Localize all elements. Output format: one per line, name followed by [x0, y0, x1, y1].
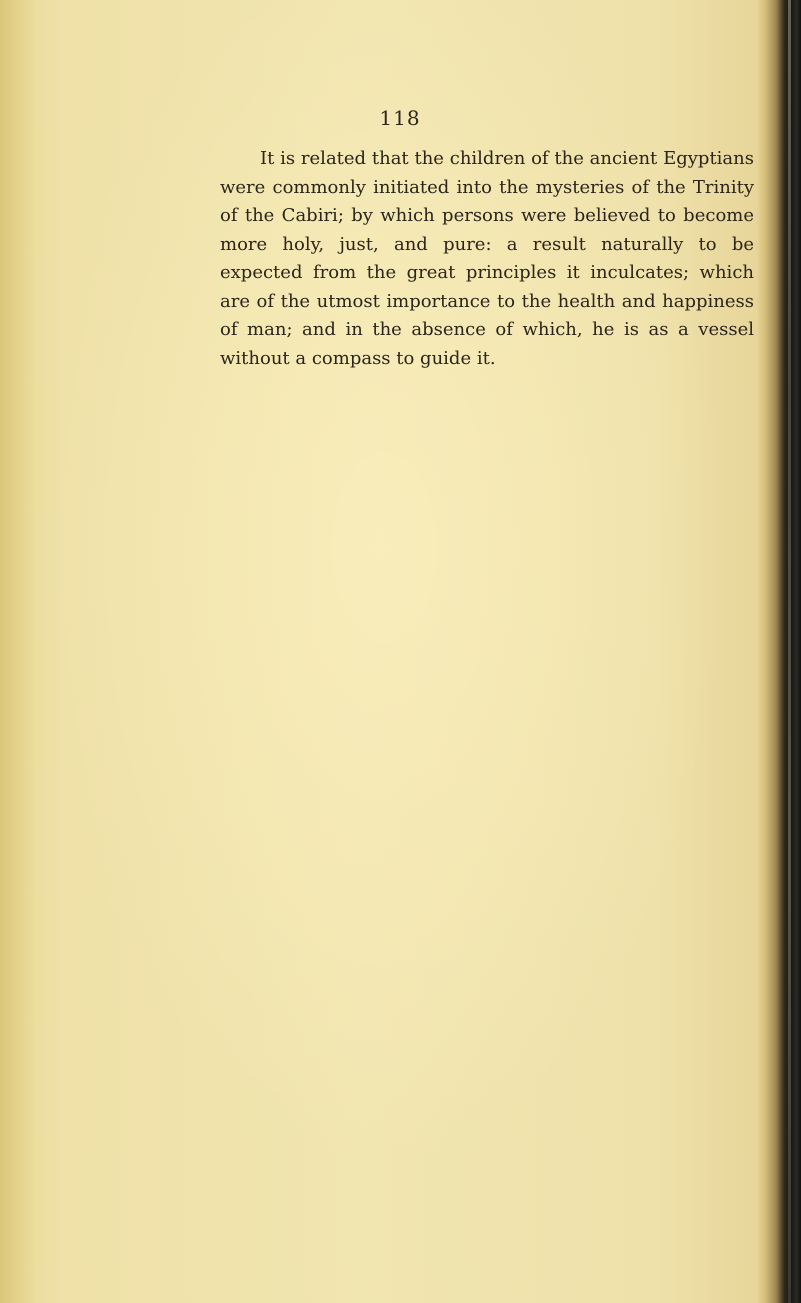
binding-edge — [788, 0, 791, 1303]
paragraph-content: It is related that the children of the ancient Egyptians were commonly initiated into the mysteries of the Trinity of the Cabiri; by which persons were believed to become more holy, just, and pure: a result naturally to be expected from the great principles it inculcates; which are of the utmost importance to the health and happiness of man; and in the absence of which, he is as a vessel without a compass to guide it. — [220, 148, 754, 369]
page-left-shadow — [0, 0, 34, 1303]
book-spine-shadow — [757, 0, 801, 1303]
page-number: 118 — [379, 106, 421, 130]
paragraph-text — [220, 145, 754, 373]
